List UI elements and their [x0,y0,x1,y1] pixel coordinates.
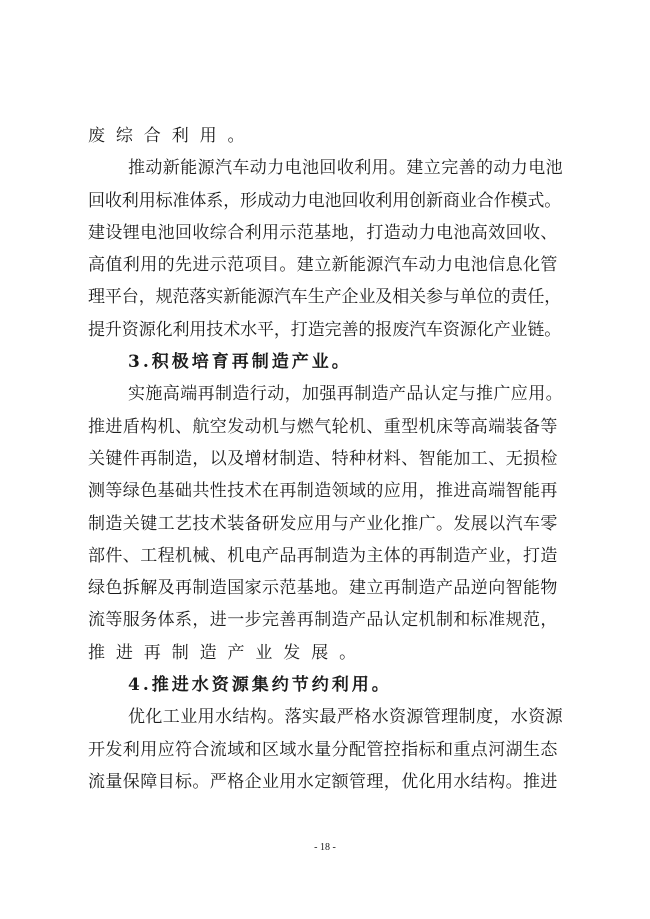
document-body [88,120,568,798]
text-line: 推进再制造产业发展。 [88,642,367,663]
text-line: 开发利用应符合流域和区域水量分配管控指标和重点河湖生态 [88,739,558,760]
text-line: 制造关键工艺技术装备研发应用与产业化推广。发展以汽车零 [88,513,558,534]
text-line: 流等服务体系，进一步完善再制造产品认定机制和标准规范， [88,610,558,631]
text-line: 推进盾构机、航空发动机与燃气轮机、重型机床等高端装备等 [88,416,558,437]
section-heading: 3.积极培育再制造产业。 [128,352,352,373]
text-line: 建设锂电池回收综合利用示范基地，打造动力电池高效回收、 [88,222,558,243]
text-line: 优化工业用水结构。落实最严格水资源管理制度，水资源 [128,707,563,728]
text-line: 绿色拆解及再制造国家示范基地。建立再制造产品逆向智能物 [88,578,558,599]
text-line: 提升资源化利用技术水平，打造完善的报废汽车资源化产业链。 [88,319,562,340]
section-heading: 4.推进水资源集约节约利用。 [128,675,392,696]
text-line: 关键件再制造，以及增材制造、特种材料、智能加工、无损检 [88,448,558,469]
text-line: 回收利用标准体系，形成动力电池回收利用创新商业合作模式。 [88,190,562,211]
text-line: 废综合利用。 [88,126,256,146]
text-line: 理平台，规范落实新能源汽车生产企业及相关参与单位的责任， [88,287,562,308]
text-line: 推动新能源汽车动力电池回收利用。建立完善的动力电池 [128,158,563,179]
text-line: 实施高端再制造行动，加强再制造产品认定与推广应用。 [128,384,563,405]
page-number: - 18 - [314,842,336,853]
text-line: 流量保障目标。严格企业用水定额管理，优化用水结构。推进 [88,771,558,792]
text-line: 部件、工程机械、机电产品再制造为主体的再制造产业，打造 [88,545,558,566]
text-line: 测等绿色基础共性技术在再制造领域的应用，推进高端智能再 [88,481,558,502]
text-line: 高值利用的先进示范项目。建立新能源汽车动力电池信息化管 [88,255,558,276]
